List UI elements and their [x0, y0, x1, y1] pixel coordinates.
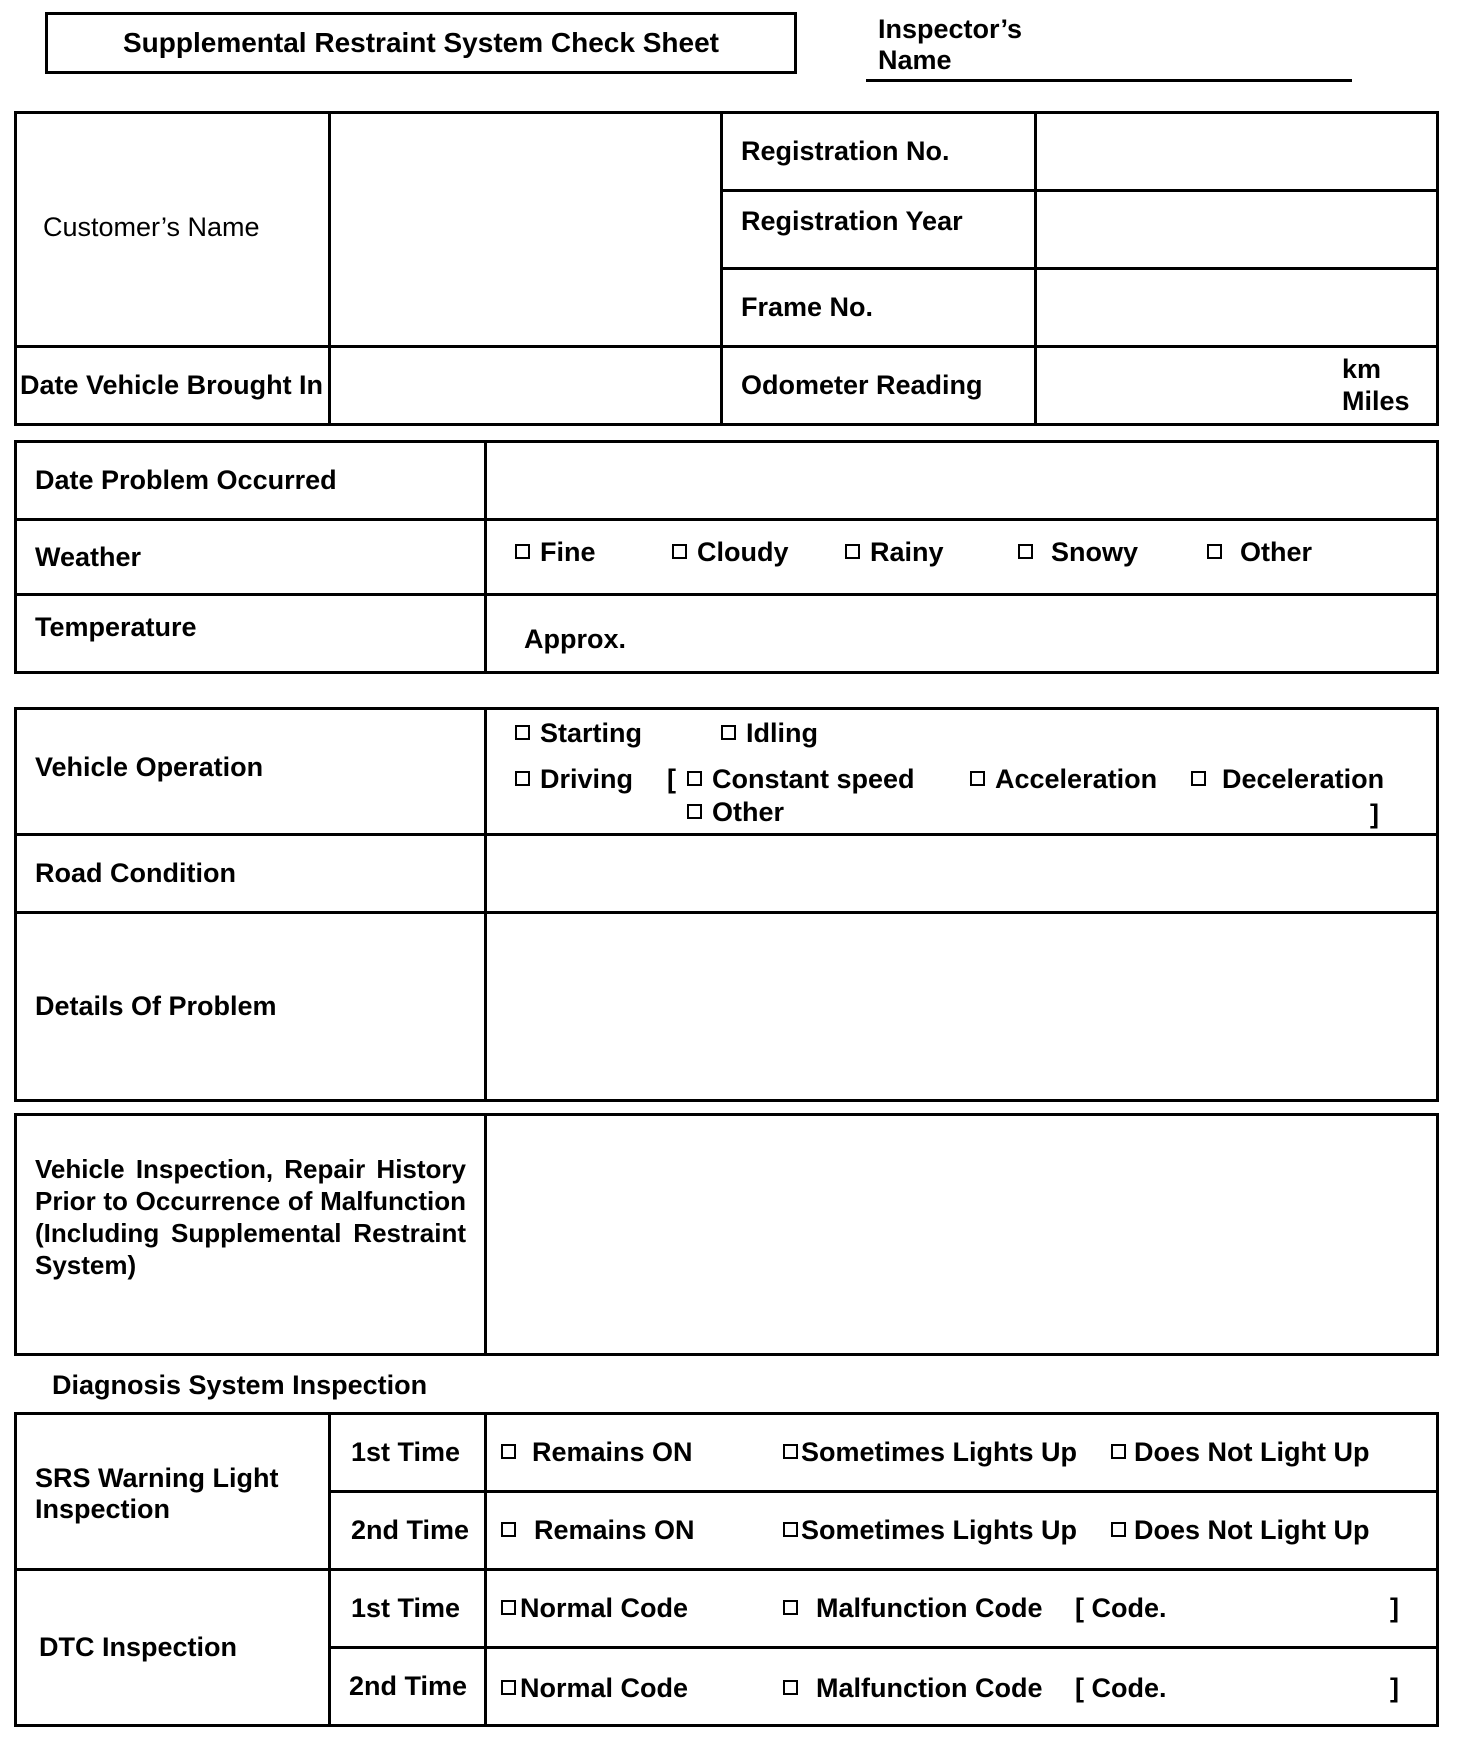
checkbox-icon[interactable]	[1111, 1522, 1126, 1537]
srs-second-time-label: 2nd Time	[330, 1492, 486, 1570]
checkbox-icon[interactable]	[783, 1600, 798, 1615]
checkbox-icon[interactable]	[783, 1444, 798, 1459]
vehicle-info-table	[14, 111, 1439, 426]
registration-no-field[interactable]	[1036, 113, 1438, 191]
checkbox-icon[interactable]	[501, 1444, 516, 1459]
checkbox-icon[interactable]	[515, 725, 530, 740]
date-brought-in-label: Date Vehicle Brought In	[16, 347, 330, 425]
inspector-label	[878, 14, 1022, 76]
checkbox-icon[interactable]	[1191, 771, 1206, 786]
checkbox-icon[interactable]	[783, 1522, 798, 1537]
checkbox-icon[interactable]	[501, 1522, 516, 1537]
registration-year-field[interactable]	[1036, 191, 1438, 269]
details-field[interactable]	[486, 913, 1438, 1101]
inspector-label-line2: Name	[878, 45, 952, 75]
history-field[interactable]	[486, 1115, 1438, 1355]
operation-option-idling[interactable]: Idling	[721, 718, 818, 749]
weather-option-rainy[interactable]: Rainy	[845, 537, 944, 568]
checkbox-icon[interactable]	[970, 771, 985, 786]
frame-no-field[interactable]	[1036, 269, 1438, 347]
diagnosis-section-title: Diagnosis System Inspection	[52, 1370, 428, 1400]
checkbox-icon[interactable]	[1207, 544, 1222, 559]
date-problem-field[interactable]	[486, 442, 1438, 520]
temperature-approx: Approx.	[524, 624, 627, 654]
dtc-inspection-label: DTC Inspection	[16, 1570, 330, 1726]
registration-year-label: Registration Year	[722, 191, 1036, 269]
road-condition-label: Road Condition	[16, 835, 486, 913]
weather-option-cloudy[interactable]: Cloudy	[672, 537, 789, 568]
dtc1-code-close: ]	[1390, 1593, 1399, 1623]
srs1-sometimes-lights-up[interactable]: Sometimes Lights Up	[783, 1437, 1077, 1468]
operation-option-starting[interactable]: Starting	[515, 718, 642, 749]
history-table	[14, 1113, 1439, 1356]
odometer-unit-km: km	[1342, 354, 1382, 384]
dtc2-malfunction-code[interactable]: Malfunction Code	[783, 1673, 1042, 1704]
srs1-does-not-light-up[interactable]: Does Not Light Up	[1111, 1437, 1369, 1468]
diagnosis-table	[14, 1412, 1439, 1727]
dtc1-code-prefix: [ Code.	[1075, 1593, 1167, 1623]
dtc-second-time-label: 2nd Time	[330, 1648, 486, 1726]
dtc2-code-prefix: [ Code.	[1075, 1673, 1167, 1703]
operation-option-driving[interactable]: Driving	[515, 764, 633, 795]
dtc1-malfunction-code[interactable]: Malfunction Code	[783, 1593, 1042, 1624]
conditions-table	[14, 440, 1439, 674]
operation-option-acceleration[interactable]: Acceleration	[970, 764, 1157, 795]
srs2-sometimes-lights-up[interactable]: Sometimes Lights Up	[783, 1515, 1077, 1546]
operation-option-other[interactable]: Other	[687, 797, 784, 828]
weather-options	[486, 520, 1438, 595]
operation-option-deceleration[interactable]: Deceleration	[1191, 764, 1384, 795]
srs-warning-light-label: SRS Warning Light Inspection	[16, 1414, 330, 1570]
srs-first-time-options	[486, 1414, 1438, 1492]
checkbox-icon[interactable]	[1111, 1444, 1126, 1459]
dtc-second-time-options	[486, 1648, 1438, 1726]
history-label: Vehicle Inspection, Repair History Prior to Occurrence of Malfunction (Including Supplemental Restraint System)	[16, 1115, 486, 1355]
customer-name-field[interactable]	[330, 113, 722, 347]
checkbox-icon[interactable]	[501, 1600, 516, 1615]
checkbox-icon[interactable]	[783, 1680, 798, 1695]
bracket-open: [	[667, 764, 676, 794]
checkbox-icon[interactable]	[721, 725, 736, 740]
vehicle-operation-label: Vehicle Operation	[16, 709, 486, 835]
inspector-name-field[interactable]	[866, 79, 1352, 82]
checkbox-icon[interactable]	[672, 544, 687, 559]
frame-no-label: Frame No.	[722, 269, 1036, 347]
dtc1-normal-code[interactable]: Normal Code	[501, 1593, 688, 1624]
dtc2-normal-code[interactable]: Normal Code	[501, 1673, 688, 1704]
checkbox-icon[interactable]	[1018, 544, 1033, 559]
temperature-field[interactable]	[486, 595, 1438, 673]
dtc2-code-close: ]	[1390, 1673, 1399, 1703]
srs-first-time-label: 1st Time	[330, 1414, 486, 1492]
weather-option-snowy[interactable]: Snowy	[1018, 537, 1138, 568]
temperature-label: Temperature	[16, 595, 486, 673]
odometer-field[interactable]	[1036, 347, 1438, 425]
details-label: Details Of Problem	[16, 913, 486, 1101]
odometer-unit-miles: Miles	[1342, 386, 1410, 416]
inspector-label-line1: Inspector’s	[878, 14, 1023, 44]
weather-option-fine[interactable]: Fine	[515, 537, 596, 568]
srs2-does-not-light-up[interactable]: Does Not Light Up	[1111, 1515, 1369, 1546]
weather-option-other[interactable]: Other	[1207, 537, 1312, 568]
odometer-label: Odometer Reading	[722, 347, 1036, 425]
weather-label: Weather	[16, 520, 486, 595]
date-brought-in-field[interactable]	[330, 347, 722, 425]
vehicle-operation-options	[486, 709, 1438, 835]
road-condition-field[interactable]	[486, 835, 1438, 913]
operation-option-constant-speed[interactable]: Constant speed	[687, 764, 915, 795]
dtc-first-time-label: 1st Time	[330, 1570, 486, 1648]
checkbox-icon[interactable]	[515, 544, 530, 559]
dtc-first-time-options	[486, 1570, 1438, 1648]
bracket-close: ]	[1370, 799, 1379, 829]
sheet-title: Supplemental Restraint System Check Sheet	[45, 12, 797, 74]
registration-no-label: Registration No.	[722, 113, 1036, 191]
date-problem-label: Date Problem Occurred	[16, 442, 486, 520]
checkbox-icon[interactable]	[515, 771, 530, 786]
checkbox-icon[interactable]	[845, 544, 860, 559]
customer-name-label: Customer’s Name	[16, 113, 330, 347]
checkbox-icon[interactable]	[501, 1680, 516, 1695]
checkbox-icon[interactable]	[687, 771, 702, 786]
operation-table	[14, 707, 1439, 1102]
checkbox-icon[interactable]	[687, 804, 702, 819]
srs2-remains-on[interactable]: Remains ON	[501, 1515, 695, 1546]
srs-second-time-options	[486, 1492, 1438, 1570]
srs1-remains-on[interactable]: Remains ON	[501, 1437, 693, 1468]
